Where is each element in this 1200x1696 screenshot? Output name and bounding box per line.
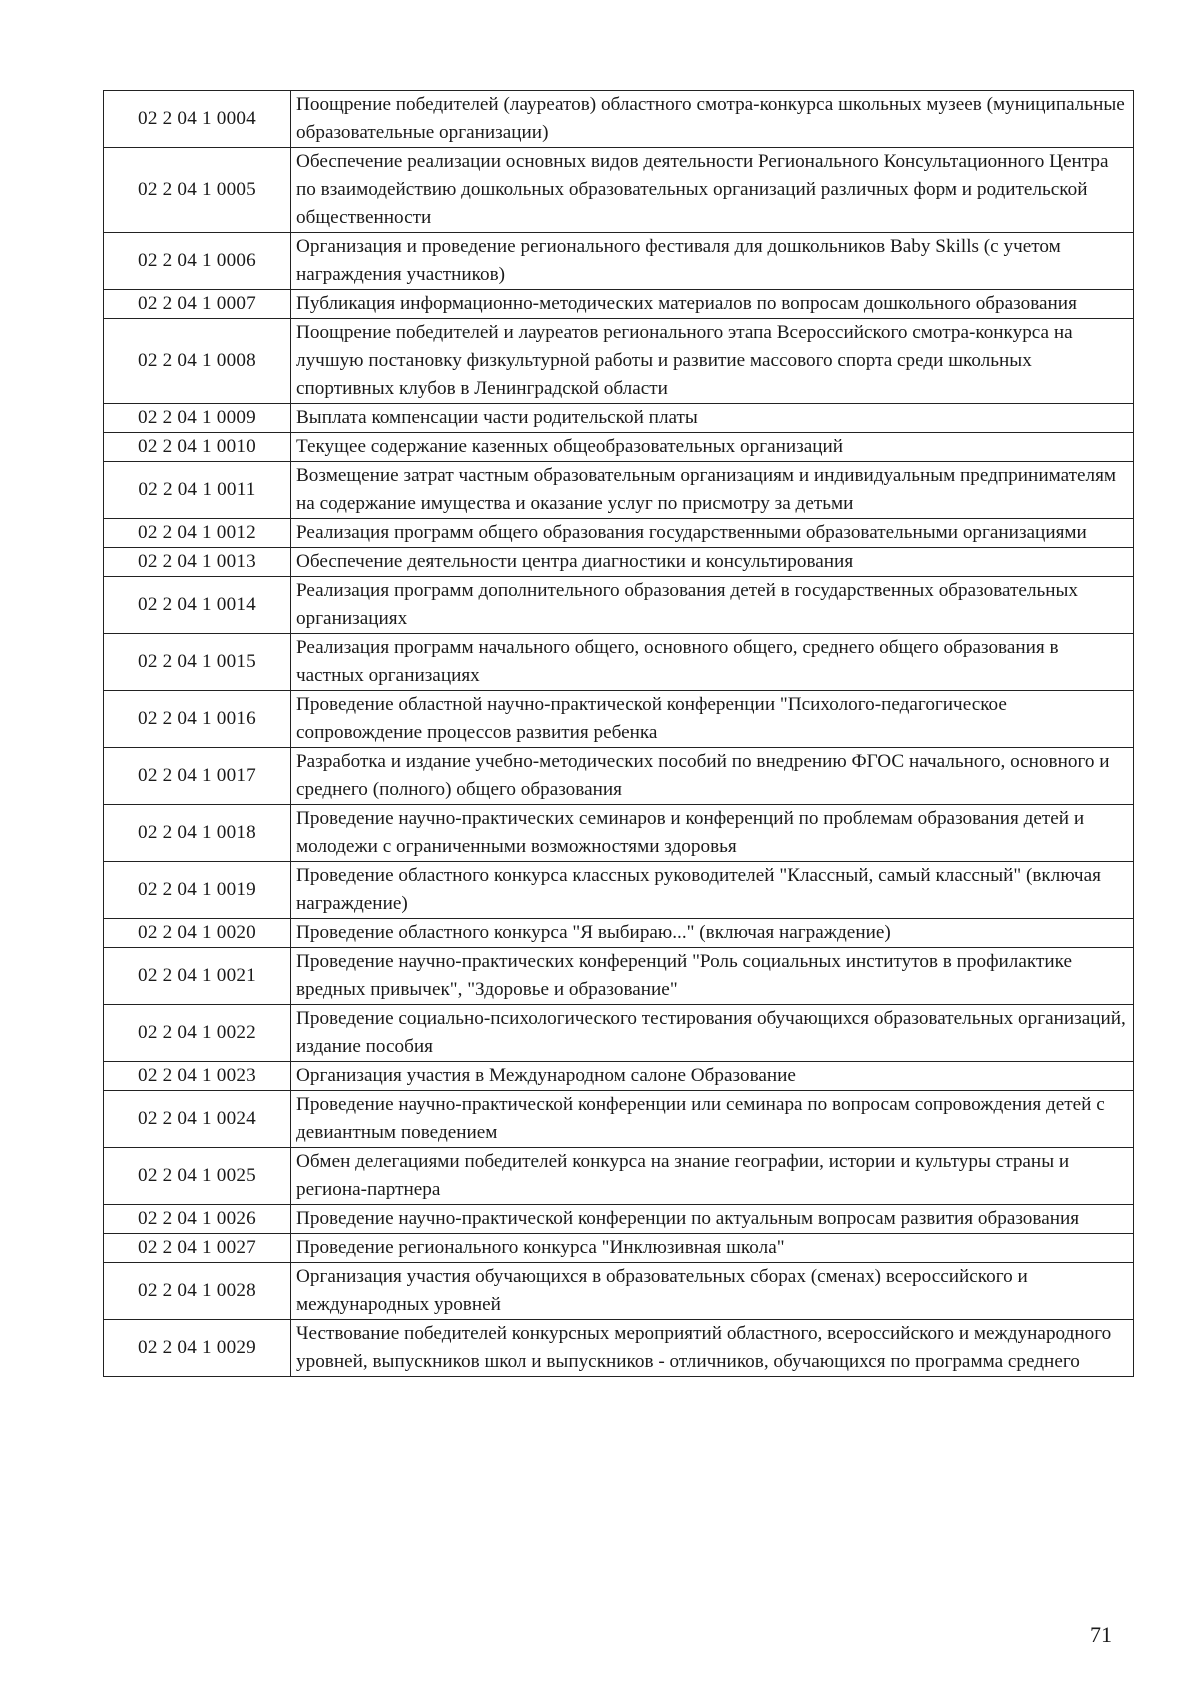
row-description: Организация участия обучающихся в образовательных сборах (сменах) всероссийского и международных уровней	[291, 1263, 1134, 1320]
row-code: 02 2 04 1 0026	[104, 1205, 291, 1234]
table-row	[104, 319, 1134, 404]
row-description: Проведение областного конкурса классных руководителей "Классный, самый классный" (включая награждение)	[291, 862, 1134, 919]
table-row	[104, 1320, 1134, 1377]
row-description: Реализация программ общего образования государственными образовательными организациями	[291, 519, 1134, 548]
table-row	[104, 91, 1134, 148]
row-code: 02 2 04 1 0028	[104, 1263, 291, 1320]
table-row	[104, 1205, 1134, 1234]
table-row	[104, 233, 1134, 290]
row-code: 02 2 04 1 0009	[104, 404, 291, 433]
row-code: 02 2 04 1 0015	[104, 634, 291, 691]
row-description: Обеспечение реализации основных видов деятельности Регионального Консультационного Центра по взаимодействию дошкольных образовательных организаций различных форм и родительской общественности	[291, 148, 1134, 233]
row-description: Проведение областного конкурса "Я выбираю..." (включая награждение)	[291, 919, 1134, 948]
row-code: 02 2 04 1 0010	[104, 433, 291, 462]
table-row	[104, 433, 1134, 462]
row-code: 02 2 04 1 0025	[104, 1148, 291, 1205]
table-row	[104, 748, 1134, 805]
row-code: 02 2 04 1 0019	[104, 862, 291, 919]
row-code: 02 2 04 1 0029	[104, 1320, 291, 1377]
row-description: Организация участия в Международном салоне Образование	[291, 1062, 1134, 1091]
row-code: 02 2 04 1 0006	[104, 233, 291, 290]
row-description: Разработка и издание учебно-методических пособий по внедрению ФГОС начального, основного и среднего (полного) общего образования	[291, 748, 1134, 805]
row-description: Проведение регионального конкурса "Инклюзивная школа"	[291, 1234, 1134, 1263]
row-description: Обеспечение деятельности центра диагностики и консультирования	[291, 548, 1134, 577]
row-description: Проведение научно-практической конференции по актуальным вопросам развития образования	[291, 1205, 1134, 1234]
table-row	[104, 548, 1134, 577]
row-description: Чествование победителей конкурсных мероприятий областного, всероссийского и международного уровней, выпускников школ и выпускников - отличников, обучающихся по программа среднего	[291, 1320, 1134, 1377]
table-row	[104, 1005, 1134, 1062]
row-description: Организация и проведение регионального фестиваля для дошкольников Baby Skills (с учетом награждения участников)	[291, 233, 1134, 290]
table-row	[104, 148, 1134, 233]
table-row	[104, 1091, 1134, 1148]
table-body	[104, 91, 1134, 1377]
table-row	[104, 634, 1134, 691]
row-code: 02 2 04 1 0011	[104, 462, 291, 519]
row-description: Выплата компенсации части родительской платы	[291, 404, 1134, 433]
row-code: 02 2 04 1 0014	[104, 577, 291, 634]
table-row	[104, 948, 1134, 1005]
row-description: Обмен делегациями победителей конкурса на знание географии, истории и культуры страны и региона-партнера	[291, 1148, 1134, 1205]
row-code: 02 2 04 1 0023	[104, 1062, 291, 1091]
row-description: Поощрение победителей и лауреатов регионального этапа Всероссийского смотра-конкурса на лучшую постановку физкультурной работы и развитие массового спорта среди школьных спортивных клубов в Ленинградской области	[291, 319, 1134, 404]
table-row	[104, 519, 1134, 548]
table-row	[104, 1148, 1134, 1205]
table-row	[104, 577, 1134, 634]
row-code: 02 2 04 1 0018	[104, 805, 291, 862]
row-code: 02 2 04 1 0013	[104, 548, 291, 577]
row-description: Проведение научно-практических конференций "Роль социальных институтов в профилактике вредных привычек", "Здоровье и образование"	[291, 948, 1134, 1005]
row-code: 02 2 04 1 0027	[104, 1234, 291, 1263]
row-code: 02 2 04 1 0005	[104, 148, 291, 233]
page-number: 71	[1090, 1622, 1112, 1647]
table-row	[104, 290, 1134, 319]
table-row	[104, 462, 1134, 519]
row-code: 02 2 04 1 0012	[104, 519, 291, 548]
row-description: Поощрение победителей (лауреатов) областного смотра-конкурса школьных музеев (муниципальные образовательные организации)	[291, 91, 1134, 148]
row-description: Возмещение затрат частным образовательным организациям и индивидуальным предпринимателям на содержание имущества и оказание услуг по присмотру за детьми	[291, 462, 1134, 519]
row-description: Проведение научно-практических семинаров и конференций по проблемам образования детей и молодежи с ограниченными возможностями здоровья	[291, 805, 1134, 862]
table-row	[104, 862, 1134, 919]
table-row	[104, 404, 1134, 433]
budget-code-table	[103, 90, 1134, 1377]
row-description: Проведение социально-психологического тестирования обучающихся образовательных организаций, издание пособия	[291, 1005, 1134, 1062]
row-code: 02 2 04 1 0024	[104, 1091, 291, 1148]
table-row	[104, 1062, 1134, 1091]
row-description: Текущее содержание казенных общеобразовательных организаций	[291, 433, 1134, 462]
table-row	[104, 1234, 1134, 1263]
row-code: 02 2 04 1 0004	[104, 91, 291, 148]
table-row	[104, 1263, 1134, 1320]
row-code: 02 2 04 1 0007	[104, 290, 291, 319]
row-description: Реализация программ начального общего, основного общего, среднего общего образования в частных организациях	[291, 634, 1134, 691]
row-code: 02 2 04 1 0022	[104, 1005, 291, 1062]
row-description: Реализация программ дополнительного образования детей в государственных образовательных организациях	[291, 577, 1134, 634]
row-description: Проведение научно-практической конференции или семинара по вопросам сопровождения детей с девиантным поведением	[291, 1091, 1134, 1148]
row-code: 02 2 04 1 0008	[104, 319, 291, 404]
row-code: 02 2 04 1 0021	[104, 948, 291, 1005]
table-row	[104, 691, 1134, 748]
row-description: Публикация информационно-методических материалов по вопросам дошкольного образования	[291, 290, 1134, 319]
row-code: 02 2 04 1 0017	[104, 748, 291, 805]
row-code: 02 2 04 1 0016	[104, 691, 291, 748]
table-row	[104, 805, 1134, 862]
row-code: 02 2 04 1 0020	[104, 919, 291, 948]
table-row	[104, 919, 1134, 948]
budget-code-table-wrapper	[103, 90, 1134, 1377]
row-description: Проведение областной научно-практической конференции "Психолого-педагогическое сопровождение процессов развития ребенка	[291, 691, 1134, 748]
